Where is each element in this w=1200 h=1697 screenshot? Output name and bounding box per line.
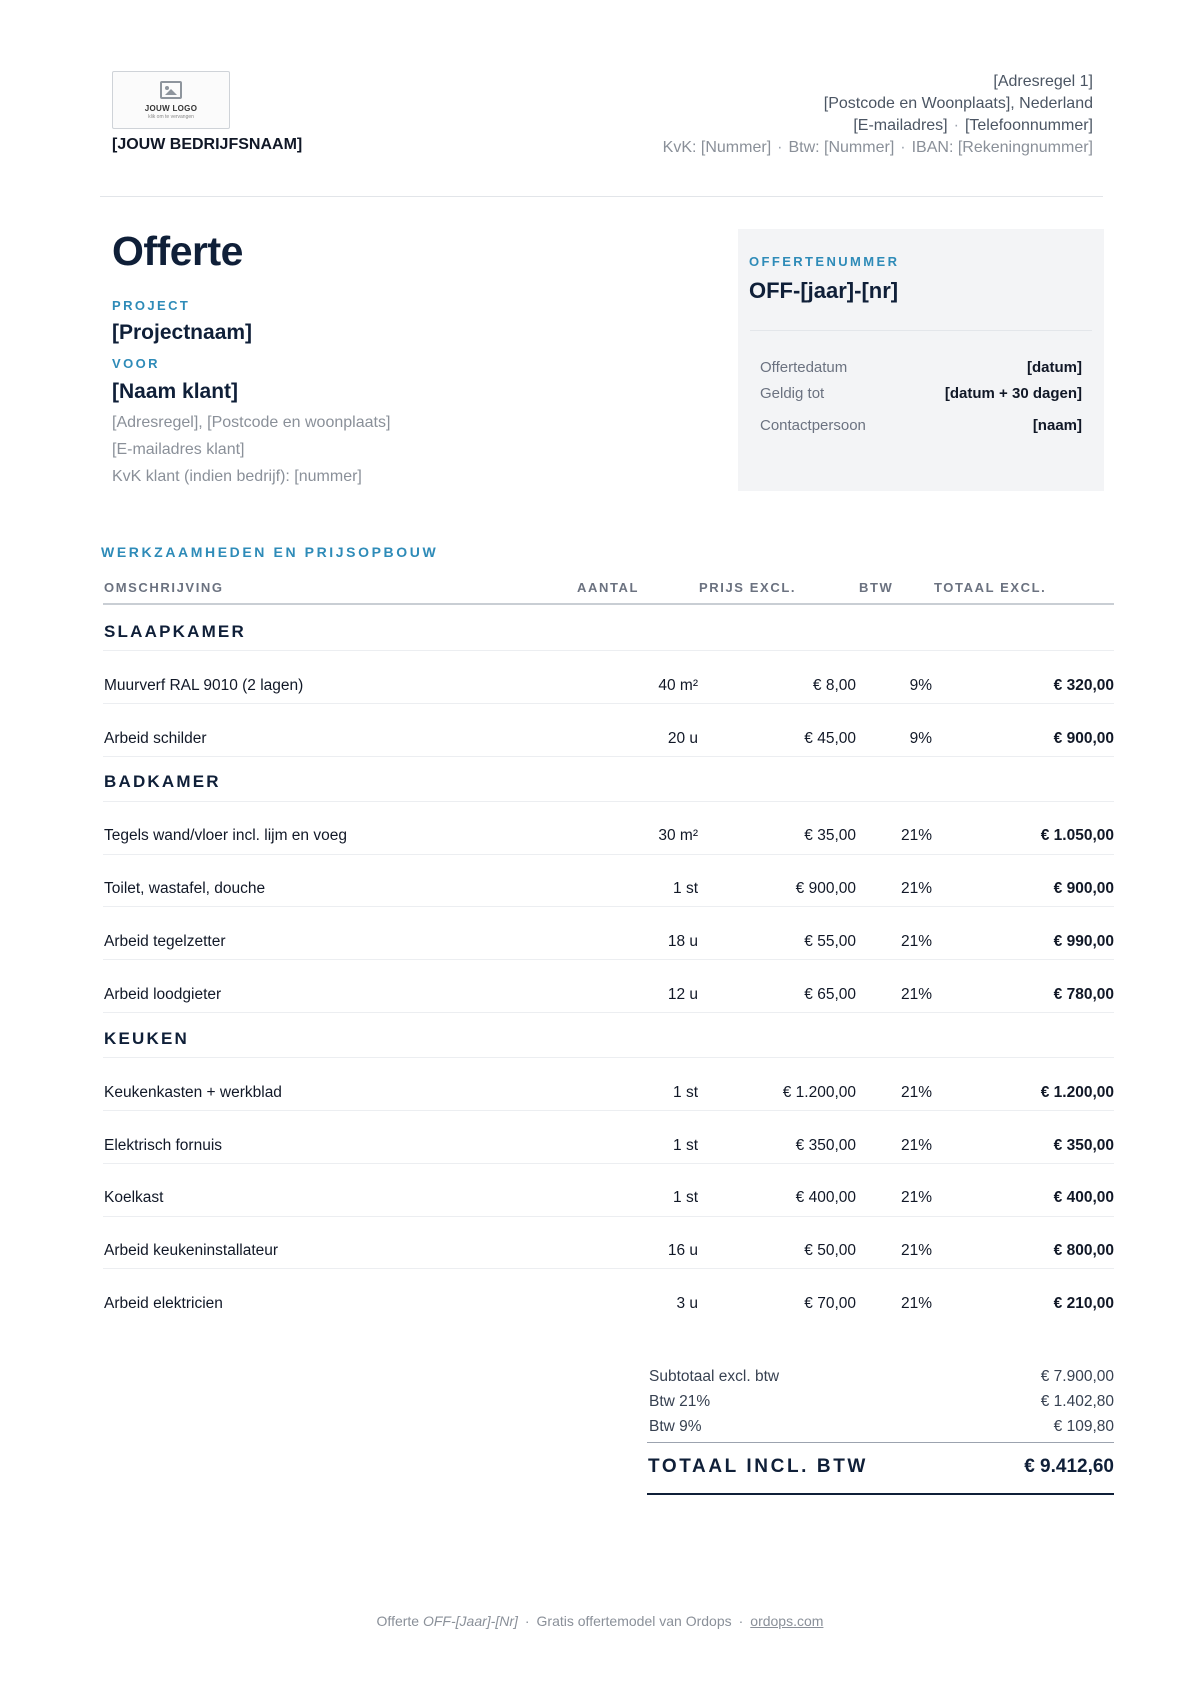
row-total: € 320,00	[1053, 677, 1114, 694]
row-divider	[103, 1268, 1114, 1269]
company-name: [JOUW BEDRIJFSNAAM]	[112, 136, 303, 153]
quote-date-label: Offertedatum	[760, 359, 848, 376]
logo-title: JOUW LOGO	[144, 104, 198, 113]
client-label: VOOR	[112, 356, 160, 371]
footer-text: Gratis offertemodel van Ordops	[536, 1613, 732, 1629]
column-header-vat: BTW	[859, 580, 894, 595]
row-quantity: 1 st	[673, 1084, 698, 1101]
row-total: € 210,00	[1053, 1295, 1114, 1312]
row-divider	[103, 703, 1114, 704]
row-vat: 21%	[900, 1084, 932, 1101]
header-divider	[100, 196, 1103, 197]
column-header-price: PRIJS EXCL.	[699, 580, 797, 595]
row-description: Muurverf RAL 9010 (2 lagen)	[104, 677, 304, 694]
column-header-total: TOTAAL EXCL.	[934, 580, 1047, 595]
row-vat: 21%	[900, 880, 932, 897]
row-description: Arbeid loodgieter	[104, 986, 222, 1003]
row-description: Koelkast	[104, 1189, 164, 1206]
project-name: [Projectnaam]	[112, 321, 253, 344]
company-address-line1: [Adresregel 1]	[993, 73, 1093, 90]
quote-info-panel	[738, 229, 1104, 491]
row-divider	[103, 1163, 1114, 1164]
grand-total-underline	[647, 1493, 1114, 1495]
row-quantity: 16 u	[667, 1242, 698, 1259]
company-registration	[663, 139, 1093, 157]
row-price: € 45,00	[804, 730, 856, 747]
row-divider	[103, 959, 1114, 960]
row-price: € 8,00	[812, 677, 856, 694]
row-vat: 21%	[900, 1189, 932, 1206]
row-description: Arbeid tegelzetter	[104, 933, 226, 950]
logo-subtitle: klik om te vervangen	[148, 114, 194, 120]
row-description: Toilet, wastafel, douche	[104, 880, 266, 897]
company-contact	[853, 117, 1093, 135]
row-divider	[103, 756, 1114, 757]
row-total: € 900,00	[1053, 880, 1114, 897]
row-vat: 21%	[900, 1137, 932, 1154]
row-total: € 1.050,00	[1040, 827, 1114, 844]
valid-until-value: [datum + 30 dagen]	[944, 385, 1082, 402]
company-phone: [Telefoonnummer]	[964, 117, 1093, 134]
row-quantity: 30 m²	[658, 827, 698, 844]
footer-separator: ·	[738, 1613, 744, 1629]
page-footer	[0, 1613, 1200, 1629]
row-vat: 21%	[900, 1242, 932, 1259]
row-description: Elektrisch fornuis	[104, 1137, 223, 1154]
group-heading-slaapkamer: SLAAPKAMER	[104, 622, 246, 641]
column-header-description: OMSCHRIJVING	[104, 580, 224, 595]
document-title: Offerte	[112, 228, 243, 274]
contact-person-value: [naam]	[1032, 417, 1082, 434]
company-kvk: KvK: [Nummer]	[662, 139, 772, 156]
row-vat: 21%	[900, 933, 932, 950]
subtotal-value: € 7.900,00	[1040, 1368, 1114, 1385]
quote-number: OFF-[jaar]-[nr]	[749, 278, 899, 303]
row-quantity: 12 u	[667, 986, 698, 1003]
project-label: PROJECT	[112, 298, 191, 313]
valid-until-label: Geldig tot	[760, 385, 825, 402]
row-quantity: 1 st	[673, 1137, 698, 1154]
quote-date-value: [datum]	[1027, 359, 1082, 376]
row-total: € 780,00	[1053, 986, 1114, 1003]
row-price: € 900,00	[795, 880, 856, 897]
row-divider	[103, 1012, 1114, 1013]
client-kvk: KvK klant (indien bedrijf): [nummer]	[112, 468, 362, 485]
row-vat: 9%	[909, 730, 932, 747]
totals-divider	[647, 1442, 1114, 1443]
vat21-value: € 1.402,80	[1040, 1393, 1114, 1410]
row-total: € 1.200,00	[1040, 1084, 1114, 1101]
row-vat: 21%	[900, 827, 932, 844]
image-placeholder-icon	[160, 81, 182, 99]
company-iban: IBAN: [Rekeningnummer]	[911, 139, 1093, 156]
row-vat: 21%	[900, 1295, 932, 1312]
row-price: € 350,00	[795, 1137, 856, 1154]
row-description: Arbeid elektricien	[104, 1295, 223, 1312]
row-price: € 65,00	[804, 986, 856, 1003]
row-price: € 35,00	[804, 827, 856, 844]
row-price: € 55,00	[804, 933, 856, 950]
row-description: Keukenkasten + werkblad	[104, 1084, 282, 1101]
row-divider	[103, 650, 1114, 651]
client-email: [E-mailadres klant]	[112, 441, 245, 458]
table-section-title: WERKZAAMHEDEN EN PRIJSOPBOUW	[101, 544, 439, 560]
row-quantity: 40 m²	[658, 677, 698, 694]
row-total: € 900,00	[1053, 730, 1114, 747]
company-btw: Btw: [Nummer]	[788, 139, 895, 156]
company-address-line2: [Postcode en Woonplaats], Nederland	[823, 95, 1093, 112]
row-divider	[103, 1216, 1114, 1217]
row-price: € 1.200,00	[782, 1084, 856, 1101]
vat9-label: Btw 9%	[649, 1418, 702, 1435]
row-divider	[103, 1057, 1114, 1058]
subtotal-label: Subtotaal excl. btw	[649, 1368, 780, 1385]
vat21-label: Btw 21%	[649, 1393, 711, 1410]
row-divider	[103, 1110, 1114, 1111]
footer-prefix: Offerte	[376, 1613, 420, 1629]
separator: ·	[953, 117, 959, 134]
row-description: Tegels wand/vloer incl. lijm en voeg	[104, 827, 347, 844]
row-quantity: 1 st	[673, 1189, 698, 1206]
group-heading-keuken: KEUKEN	[104, 1029, 189, 1048]
row-total: € 800,00	[1053, 1242, 1114, 1259]
row-price: € 400,00	[795, 1189, 856, 1206]
row-price: € 70,00	[804, 1295, 856, 1312]
row-divider	[103, 801, 1114, 802]
company-logo[interactable]	[112, 71, 230, 129]
row-vat: 21%	[900, 986, 932, 1003]
row-vat: 9%	[909, 677, 932, 694]
grand-total-value: € 9.412,60	[1024, 1456, 1114, 1477]
row-divider	[103, 854, 1114, 855]
row-price: € 50,00	[804, 1242, 856, 1259]
row-quantity: 20 u	[667, 730, 698, 747]
info-divider	[750, 330, 1092, 331]
row-total: € 990,00	[1053, 933, 1114, 950]
company-email: [E-mailadres]	[853, 117, 948, 134]
client-address: [Adresregel], [Postcode en woonplaats]	[112, 414, 391, 431]
row-total: € 350,00	[1053, 1137, 1114, 1154]
row-total: € 400,00	[1053, 1189, 1114, 1206]
client-name: [Naam klant]	[112, 380, 239, 403]
footer-quote-number: OFF-[Jaar]-[Nr]	[422, 1613, 518, 1629]
contact-person-label: Contactpersoon	[760, 417, 866, 434]
column-header-quantity: AANTAL	[577, 580, 640, 595]
row-quantity: 1 st	[673, 880, 698, 897]
vat9-value: € 109,80	[1053, 1418, 1114, 1435]
row-description: Arbeid schilder	[104, 730, 207, 747]
footer-link[interactable]: ordops.com	[750, 1613, 824, 1629]
separator: ·	[900, 139, 906, 156]
group-heading-badkamer: BADKAMER	[104, 772, 221, 791]
row-quantity: 3 u	[676, 1295, 698, 1312]
separator: ·	[777, 139, 783, 156]
footer-separator: ·	[524, 1613, 530, 1629]
row-description: Arbeid keukeninstallateur	[104, 1242, 279, 1259]
grand-total-label: TOTAAL INCL. BTW	[648, 1456, 868, 1477]
table-header-divider	[103, 603, 1114, 605]
row-quantity: 18 u	[667, 933, 698, 950]
quote-number-label: OFFERTENUMMER	[749, 254, 900, 269]
row-divider	[103, 906, 1114, 907]
